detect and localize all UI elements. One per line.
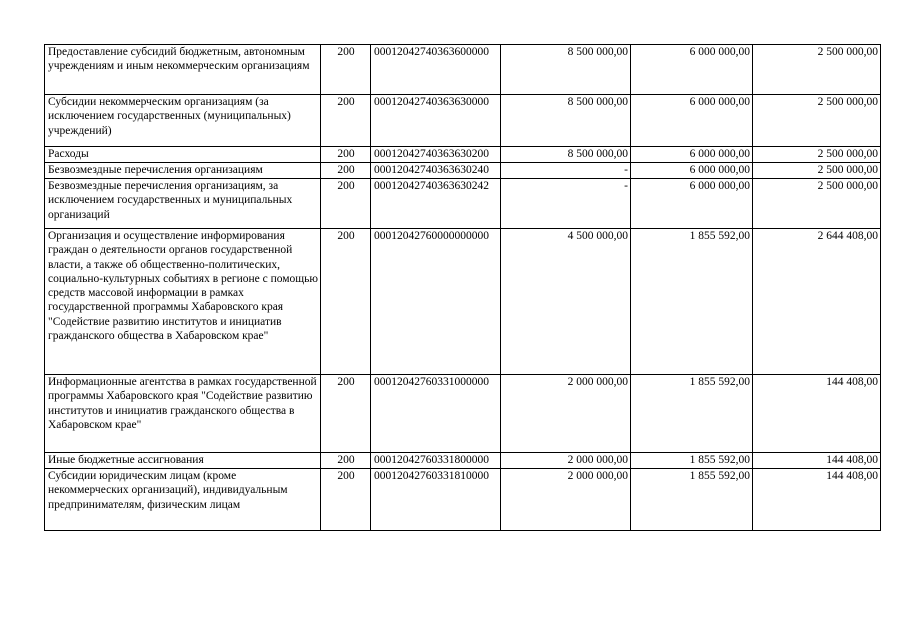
executed-amount-cell: 1 855 592,00 — [631, 229, 753, 375]
budget-execution-table — [44, 44, 881, 531]
table-row — [45, 229, 881, 375]
approved-amount-cell: 8 500 000,00 — [501, 95, 631, 147]
table-row — [45, 163, 881, 179]
approved-amount-cell: - — [501, 163, 631, 179]
executed-amount-cell: 1 855 592,00 — [631, 469, 753, 531]
line-code-cell: 200 — [321, 147, 371, 163]
indicator-name-cell: Безвозмездные перечисления организациям — [45, 163, 321, 179]
unexecuted-amount-cell: 2 644 408,00 — [753, 229, 881, 375]
budget-classification-code-cell: 00012042760331000000 — [371, 375, 501, 453]
approved-amount-cell: 2 000 000,00 — [501, 469, 631, 531]
indicator-name-cell: Информационные агентства в рамках государственной программы Хабаровского края "Содействие развитию институтов и инициатив гражданского общества в Хабаровском крае" — [45, 375, 321, 453]
budget-classification-code-cell: 00012042740363630000 — [371, 95, 501, 147]
indicator-name-cell: Субсидии некоммерческим организациям (за исключением государственных (муниципальных) учреждений) — [45, 95, 321, 147]
executed-amount-cell: 6 000 000,00 — [631, 95, 753, 147]
table-row — [45, 453, 881, 469]
line-code-cell: 200 — [321, 453, 371, 469]
indicator-name-cell: Иные бюджетные ассигнования — [45, 453, 321, 469]
unexecuted-amount-cell: 144 408,00 — [753, 453, 881, 469]
unexecuted-amount-cell: 2 500 000,00 — [753, 147, 881, 163]
table-row — [45, 147, 881, 163]
approved-amount-cell: 8 500 000,00 — [501, 45, 631, 95]
unexecuted-amount-cell: 2 500 000,00 — [753, 163, 881, 179]
executed-amount-cell: 1 855 592,00 — [631, 375, 753, 453]
line-code-cell: 200 — [321, 229, 371, 375]
budget-classification-code-cell: 00012042740363600000 — [371, 45, 501, 95]
line-code-cell: 200 — [321, 163, 371, 179]
unexecuted-amount-cell: 2 500 000,00 — [753, 45, 881, 95]
approved-amount-cell: 2 000 000,00 — [501, 375, 631, 453]
unexecuted-amount-cell: 2 500 000,00 — [753, 179, 881, 229]
budget-classification-code-cell: 00012042740363630200 — [371, 147, 501, 163]
indicator-name-cell: Предоставление субсидий бюджетным, автономным учреждениям и иным некоммерческим организациям — [45, 45, 321, 95]
table-row — [45, 45, 881, 95]
line-code-cell: 200 — [321, 469, 371, 531]
line-code-cell: 200 — [321, 375, 371, 453]
table-body — [45, 45, 881, 531]
executed-amount-cell: 6 000 000,00 — [631, 163, 753, 179]
budget-classification-code-cell: 00012042740363630242 — [371, 179, 501, 229]
indicator-name-cell: Безвозмездные перечисления организациям, за исключением государственных и муниципальных организаций — [45, 179, 321, 229]
approved-amount-cell: 4 500 000,00 — [501, 229, 631, 375]
table-row — [45, 179, 881, 229]
line-code-cell: 200 — [321, 95, 371, 147]
line-code-cell: 200 — [321, 45, 371, 95]
budget-classification-code-cell: 00012042760331800000 — [371, 453, 501, 469]
table-row — [45, 95, 881, 147]
line-code-cell: 200 — [321, 179, 371, 229]
unexecuted-amount-cell: 144 408,00 — [753, 469, 881, 531]
table-row — [45, 375, 881, 453]
unexecuted-amount-cell: 144 408,00 — [753, 375, 881, 453]
approved-amount-cell: 2 000 000,00 — [501, 453, 631, 469]
budget-classification-code-cell: 00012042760000000000 — [371, 229, 501, 375]
indicator-name-cell: Субсидии юридическим лицам (кроме некоммерческих организаций), индивидуальным предпринимателям, физическим лицам — [45, 469, 321, 531]
approved-amount-cell: 8 500 000,00 — [501, 147, 631, 163]
unexecuted-amount-cell: 2 500 000,00 — [753, 95, 881, 147]
executed-amount-cell: 6 000 000,00 — [631, 147, 753, 163]
indicator-name-cell: Организация и осуществление информирования граждан о деятельности органов государственной власти, а также об общественно-политических, социально-культурных событиях в регионе с помощью средств массовой информации в рамках государственной программы Хабаровского края "Содействие развитию институтов и инициатив гражданского общества в Хабаровском крае" — [45, 229, 321, 375]
executed-amount-cell: 6 000 000,00 — [631, 45, 753, 95]
indicator-name-cell: Расходы — [45, 147, 321, 163]
executed-amount-cell: 6 000 000,00 — [631, 179, 753, 229]
executed-amount-cell: 1 855 592,00 — [631, 453, 753, 469]
budget-classification-code-cell: 00012042740363630240 — [371, 163, 501, 179]
table-row — [45, 469, 881, 531]
approved-amount-cell: - — [501, 179, 631, 229]
budget-classification-code-cell: 00012042760331810000 — [371, 469, 501, 531]
